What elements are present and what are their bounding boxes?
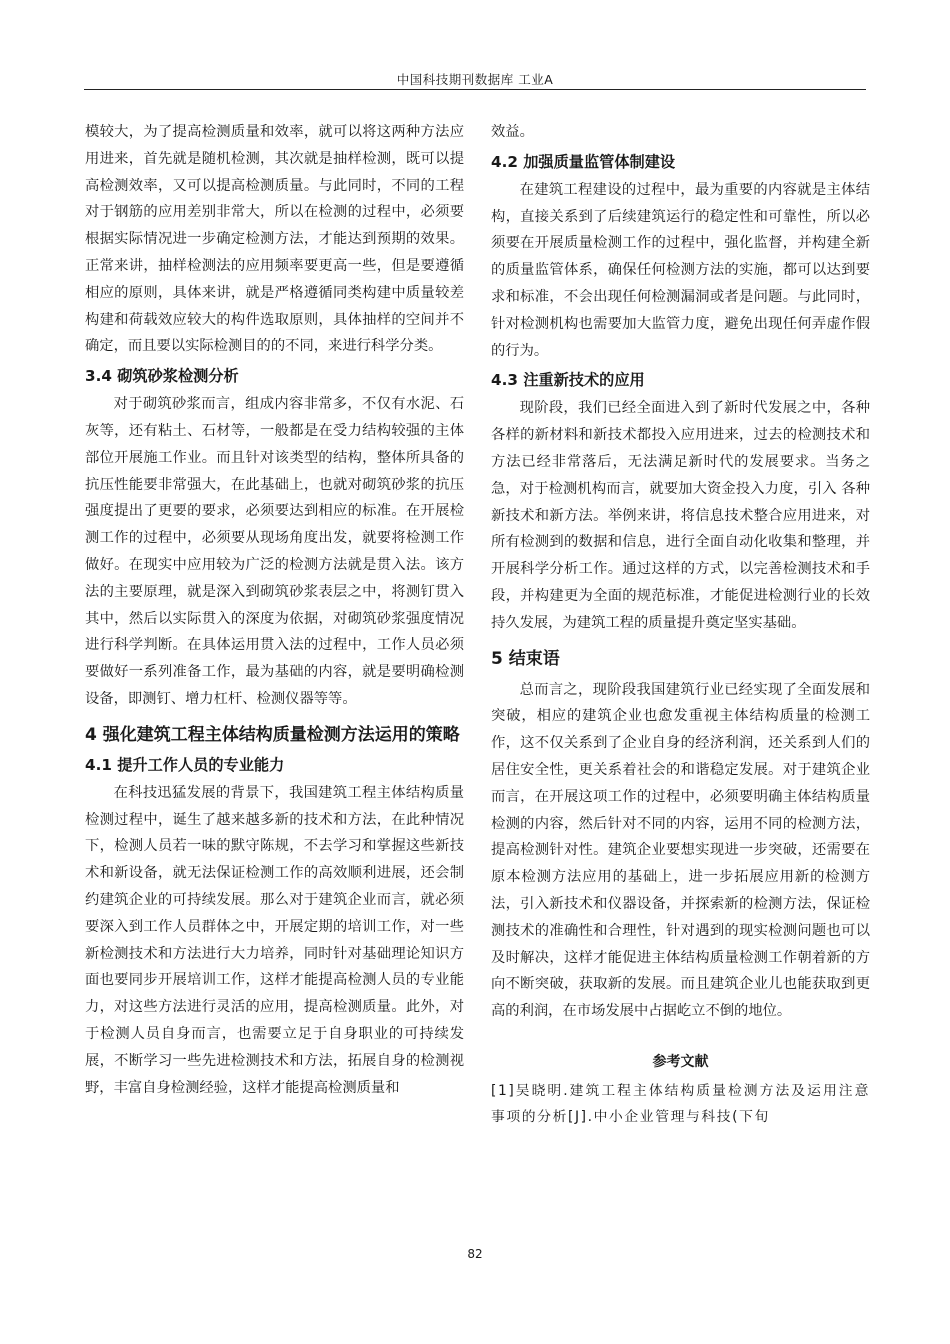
running-header: 中国科技期刊数据库 工业A xyxy=(84,70,866,90)
section-4-heading: 4 强化建筑工程主体结构质量检测方法运用的策略 xyxy=(85,724,460,745)
section-4-2-paragraph: 在建筑工程建设的过程中，最为重要的内容就是主体结构，直接关系到了后续建筑运行的稳定性和可靠性，所以必须要在开展质量检测工作的过程中，强化监督，并构建全新的质量监管体系，确保任何检测方法的实施，都可以达到要求和标准，不会出现任何检测漏洞或者是问题。与此同时，针对检测机构也需要加大监管力度，避免出现任何弄虚作假的行为。 xyxy=(491,181,870,359)
left-column xyxy=(85,119,464,1101)
reference-item: [1]吴晓明.建筑工程主体结构质量检测方法及运用注意事项的分析[J].中小企业管理与科技(下旬 xyxy=(491,1082,870,1125)
paragraph-continued: 模较大，为了提高检测质量和效率，就可以将这两种方法应用进来，首先就是随机检测，其次就是抽样检测，既可以提高检测效率，又可以提高检测质量。与此同时，不同的工程对于钢筋的应用差别非常大，所以在检测的过程中，必须要根据实际情况进一步确定检测方法，才能达到预期的效果。正常来讲，抽样检测法的应用频率要更高一些，但是要遵循相应的原则，具体来讲，就是严格遵循同类构建中质量较差构建和荷载效应较大的构件选取原则，具体抽样的空间并不确定，而且要以实际检测目的的不同，来进行科学分类。 xyxy=(85,124,464,355)
section-3-4-paragraph: 对于砌筑砂浆而言，组成内容非常多，不仅有水泥、石灰等，还有粘土、石材等，一般都是在受力结构较强的主体部位开展施工作业。而且针对该类型的结构，整体所具备的抗压性能要非常强大，在此基础上，也就对砌筑砂浆的抗压强度提出了更要的要求，必须要达到相应的标准。在开展检测工作的过程中，必须要从现场角度出发，就要将检测工作做好。在现实中应用较为广泛的检测方法就是贯入法。该方法的主要原理，就是深入到砌筑砂浆表层之中，将测钉贯入其中，然后以实际贯入的深度为依据，对砌筑砂浆强度情况进行科学判断。在具体运用贯入法的过程中，工作人员必须要做好一系列准备工作，最为基础的内容，就是要明确检测设备，即测钉、增力杠杆、检测仪器等等。 xyxy=(85,396,464,707)
section-4-3-paragraph: 现阶段，我们已经全面进入到了新时代发展之中，各种各样的新材料和新技术都投入应用进来，过去的检测技术和方法已经非常落后，无法满足新时代的发展要求。当务之急，对于检测机构而言，就要加大资金投入力度，引入 各种新技术和新方法。举例来讲，将信息技术整合应用进来，对所有检测到的数据和信息，进行全面自动化收集和整理，并开展科学分析工作。通过这样的方式，以完善检测技术和手段，并构建更为全面的规范标准，才能促进检测行业的长效持久发展，为建筑工程的质量提升奠定坚实基础。 xyxy=(491,400,870,631)
section-5-paragraph: 总而言之，现阶段我国建筑行业已经实现了全面发展和突破，相应的建筑企业也愈发重视主体结构质量的检测工作，这不仅关系到了企业自身的经济利润，还关系到人们的居住安全性，更关系着社会的和谐稳定发展。对于建筑企业而言，在开展这项工作的过程中，必须要明确主体结构质量检测的内容，然后针对不同的内容，运用不同的检测方法，提高检测针对性。建筑企业要想实现进一步突破，还需要在原本检测方法应用的基础上，进一步拓展应用新的检测方法，引入新技术和仪器设备，并探索新的检测方法，保证检测技术的准确性和合理性，针对遇到的现实检测问题也可以及时解决，这样才能促进主体结构质量检测工作朝着新的方向不断突破，获取新的发展。而且建筑企业儿也能获取到更高的利润，在市场发展中占据屹立不倒的地位。 xyxy=(491,681,870,1020)
references-title: 参考文献 xyxy=(652,1053,709,1070)
paragraph-continued-right: 效益。 xyxy=(491,124,534,140)
section-4-1-paragraph: 在科技迅猛发展的背景下，我国建筑工程主体结构质量检测过程中，诞生了越来越多新的技术和方法，在此种情况下，检测人员若一味的默守陈规，不去学习和掌握这些新技术和新设备，就无法保证检测工作的高效顺利进展，还会制约建筑企业的可持续发展。那么对于建筑企业而言，就必须要深入到工作人员群体之中，开展定期的培训工作，对一些新检测技术和方法进行大力培养，同时针对基础理论知识方面也要同步开展培训工作，这样才能提高检测人员的专业能力，对这些方法进行灵活的应用，提高检测质量。此外，对于检测人员自身而言，也需要立足于自身职业的可持续发展，不断学习一些先进检测技术和方法，拓展自身的检测视野，丰富自身检测经验，这样才能提高检测质量和 xyxy=(85,784,464,1096)
section-3-4-heading: 3.4 砌筑砂浆检测分析 xyxy=(85,367,239,386)
right-column xyxy=(491,119,870,1130)
page-number: 82 xyxy=(467,1247,483,1261)
section-4-1-heading: 4.1 提升工作人员的专业能力 xyxy=(85,755,285,774)
section-4-3-heading: 4.3 注重新技术的应用 xyxy=(491,371,645,390)
section-4-2-heading: 4.2 加强质量监管体制建设 xyxy=(491,152,676,171)
section-5-heading: 5 结束语 xyxy=(491,648,560,669)
